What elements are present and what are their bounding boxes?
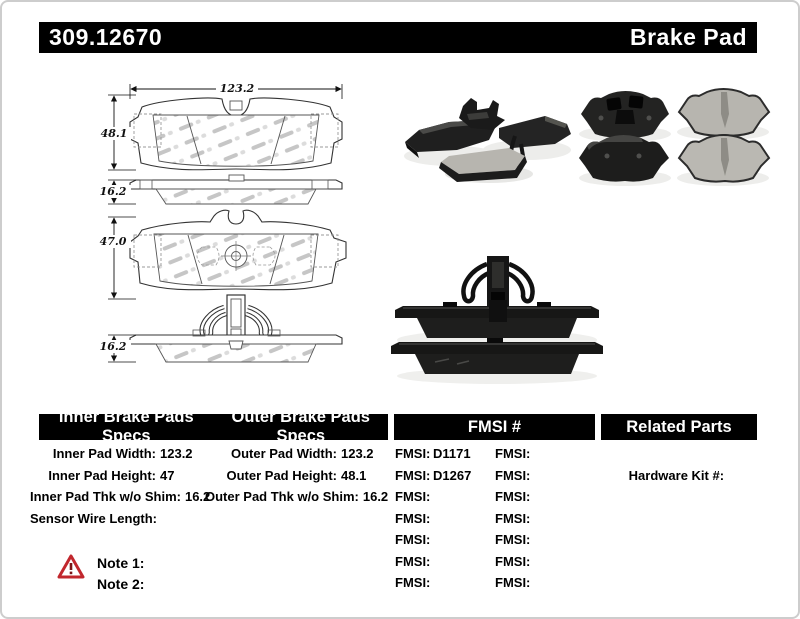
related-parts-title: Related Parts (626, 417, 732, 436)
fmsi-table (395, 443, 595, 594)
fmsi-label: FMSI: (495, 489, 531, 504)
warning-triangle-icon (57, 554, 85, 580)
header-bar (39, 22, 757, 53)
table-row (395, 529, 595, 551)
fmsi-label: FMSI: (395, 510, 431, 526)
fmsi-value (533, 486, 595, 508)
table-row (395, 486, 595, 508)
fmsi-value (433, 508, 495, 530)
product-title: Brake Pad (629, 24, 747, 50)
fmsi-label: FMSI: (395, 532, 431, 547)
table-row (395, 551, 595, 573)
fmsi-value (433, 486, 495, 508)
fmsi-label: FMSI: (495, 532, 531, 547)
table-row (205, 486, 389, 508)
fmsi-header-bar (394, 414, 595, 440)
note-label: Note 2: (97, 576, 145, 592)
fmsi-value (433, 551, 495, 573)
outer-specs-table (205, 443, 389, 508)
dim-outer-height (97, 95, 136, 170)
fmsi-label: FMSI: (395, 575, 431, 590)
fmsi-value (533, 572, 595, 594)
inner-specs-title: Inner Brake Pads Specs (58, 408, 194, 445)
related-part-label: Hardware Kit #: (628, 467, 725, 483)
spec-label: Inner Pad Height: (48, 467, 156, 483)
fmsi-value: D1267 (433, 467, 472, 483)
fmsi-label: FMSI: (495, 510, 531, 526)
spec-value: 48.1 (341, 467, 367, 483)
spec-value (157, 508, 196, 530)
table-row (607, 443, 757, 483)
sensor-clip-drawing (202, 295, 271, 341)
product-photo-pad-set (397, 90, 577, 190)
fmsi-value (533, 529, 595, 551)
spec-label: Inner Pad Thk w/o Shim: (30, 489, 181, 504)
note-label: Note 1: (97, 555, 145, 571)
fmsi-value (533, 551, 595, 573)
fmsi-label: FMSI: (495, 553, 531, 569)
spec-label: Inner Pad Width: (52, 446, 156, 461)
notes-block (97, 553, 144, 595)
svg-text:48.1: 48.1 (100, 127, 128, 140)
table-row (205, 465, 377, 487)
table-row (30, 508, 196, 530)
table-row (395, 508, 595, 530)
specs-header-bar (39, 408, 388, 445)
part-number: 309.12670 (49, 24, 163, 50)
svg-text:16.2: 16.2 (99, 340, 127, 353)
table-row (395, 443, 595, 465)
fmsi-value: D1171 (433, 446, 471, 461)
table-row (30, 486, 211, 508)
table-row (30, 443, 196, 465)
spec-value: 123.2 (341, 446, 374, 461)
note-line (97, 574, 144, 595)
fmsi-label: FMSI: (395, 553, 431, 569)
fmsi-value (433, 572, 495, 594)
table-row (395, 465, 595, 487)
dim-outer-width (130, 81, 342, 99)
outer-pad-face-drawing (130, 98, 342, 170)
fmsi-label: FMSI: (495, 446, 531, 461)
inner-specs-table (30, 443, 211, 529)
table-row (205, 443, 377, 465)
spec-value: 123.2 (160, 446, 193, 461)
product-photo-pad-edges (387, 250, 607, 385)
svg-text:47.0: 47.0 (99, 235, 127, 248)
spec-value: 16.2 (184, 489, 211, 504)
table-row (395, 572, 595, 594)
fmsi-value (433, 529, 495, 551)
spec-value: 16.2 (362, 489, 389, 504)
related-parts-table (607, 443, 757, 483)
svg-text:16.2: 16.2 (99, 185, 127, 198)
fmsi-value (533, 443, 595, 465)
spec-label: Outer Pad Height: (226, 467, 337, 483)
fmsi-title: FMSI # (467, 417, 522, 436)
svg-text:123.2: 123.2 (219, 82, 255, 95)
fmsi-label: FMSI: (495, 575, 531, 590)
outer-specs-title: Outer Brake Pads Specs (231, 408, 370, 445)
product-photo-pads-front-back (577, 84, 772, 189)
inner-pad-edge-drawing (130, 330, 342, 362)
related-parts-header-bar (601, 414, 757, 440)
note-line (97, 553, 144, 574)
fmsi-label: FMSI: (395, 467, 431, 483)
fmsi-value (533, 465, 595, 487)
table-row (30, 465, 196, 487)
fmsi-value (533, 508, 595, 530)
spec-label: Outer Pad Thk w/o Shim: (205, 489, 359, 504)
fmsi-label: FMSI: (495, 467, 531, 483)
fmsi-label: FMSI: (395, 489, 431, 504)
fmsi-label: FMSI: (395, 446, 431, 461)
spec-label: Sensor Wire Length: (30, 510, 158, 526)
inner-pad-face-drawing (130, 210, 346, 290)
spec-label: Outer Pad Width: (230, 446, 337, 461)
technical-drawing (90, 77, 382, 382)
outer-pad-edge-drawing (130, 175, 342, 204)
spec-value: 47 (160, 467, 175, 483)
